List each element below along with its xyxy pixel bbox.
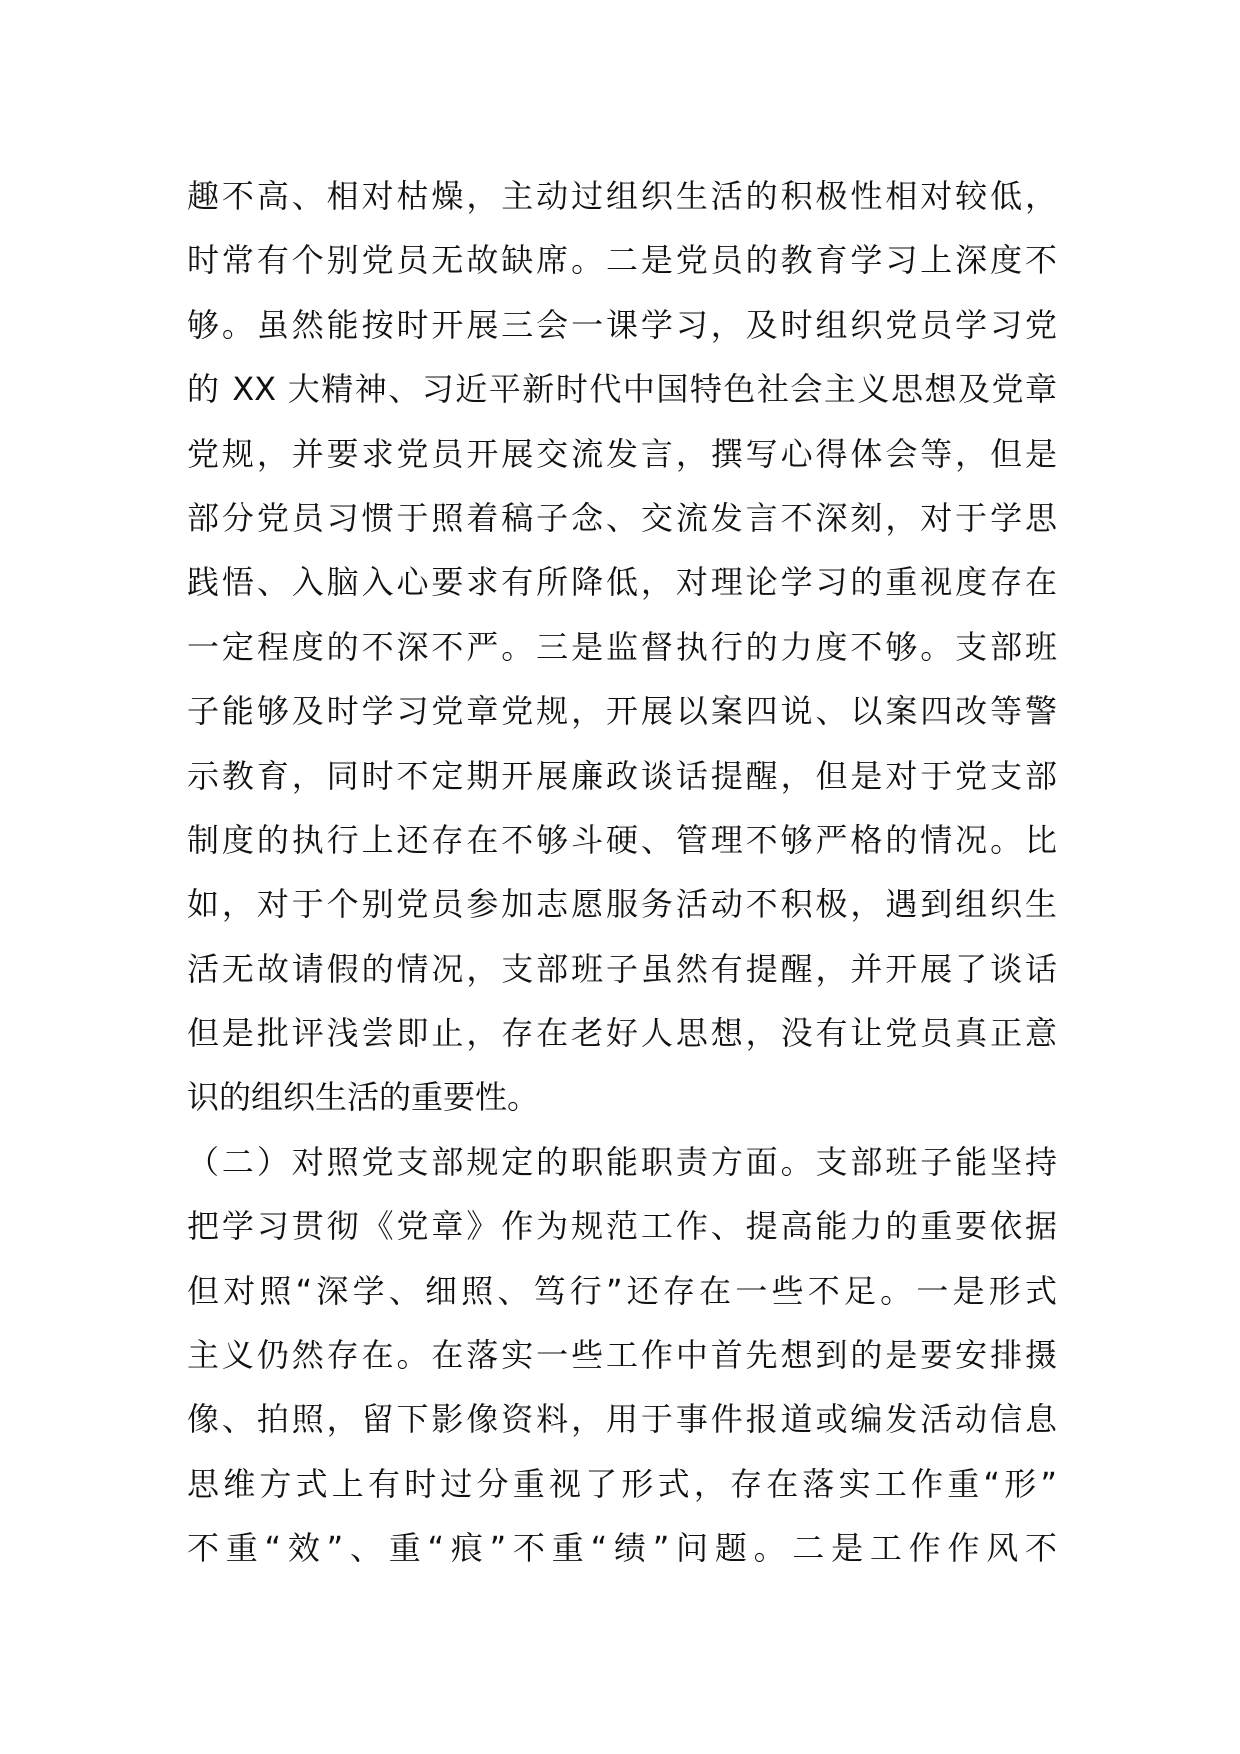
text-line: 思维方式上有时过分重视了形式，存在落实工作重“形” bbox=[187, 1464, 1057, 1503]
body-text bbox=[187, 164, 1057, 1581]
text-line: 把学习贯彻《党章》作为规范工作、提高能力的重要依据 bbox=[187, 1207, 1057, 1246]
text-line: 践悟、入脑入心要求有所降低，对理论学习的重视度存在 bbox=[187, 563, 1057, 602]
text-line: 像、拍照，留下影像资料，用于事件报道或编发活动信息 bbox=[187, 1400, 1057, 1439]
text-line: 一定程度的不深不严。三是监督执行的力度不够。支部班 bbox=[187, 627, 1057, 666]
text-line: 制度的执行上还存在不够斗硬、管理不够严格的情况。比 bbox=[187, 820, 1057, 859]
text-line: 如，对于个别党员参加志愿服务活动不积极，遇到组织生 bbox=[187, 885, 1057, 924]
text-line: 识的组织生活的重要性。 bbox=[187, 1078, 540, 1117]
text-line: 示教育，同时不定期开展廉政谈话提醒，但是对于党支部 bbox=[187, 756, 1057, 795]
text-line: 的 XX 大精神、习近平新时代中国特色社会主义思想及党章 bbox=[187, 370, 1057, 409]
text-line: 子能够及时学习党章党规，开展以案四说、以案四改等警 bbox=[187, 692, 1057, 731]
text-line: 主义仍然存在。在落实一些工作中首先想到的是要安排摄 bbox=[187, 1336, 1057, 1375]
text-line: 但是批评浅尝即止，存在老好人思想，没有让党员真正意 bbox=[187, 1014, 1057, 1053]
section-heading-line: （二）对照党支部规定的职能职责方面。支部班子能坚持 bbox=[187, 1142, 1057, 1181]
text-line: 部分党员习惯于照着稿子念、交流发言不深刻，对于学思 bbox=[187, 498, 1057, 537]
text-line: 时常有个别党员无故缺席。二是党员的教育学习上深度不 bbox=[187, 241, 1057, 280]
text-line: 党规，并要求党员开展交流发言，撰写心得体会等，但是 bbox=[187, 434, 1057, 473]
text-line: 不重“效”、重“痕”不重“绩”问题。二是工作作风不 bbox=[187, 1529, 1057, 1568]
text-line: 够。虽然能按时开展三会一课学习，及时组织党员学习党 bbox=[187, 305, 1057, 344]
text-line: 但对照“深学、细照、笃行”还存在一些不足。一是形式 bbox=[187, 1271, 1057, 1310]
text-line: 活无故请假的情况，支部班子虽然有提醒，并开展了谈话 bbox=[187, 949, 1057, 988]
text-line: 趣不高、相对枯燥，主动过组织生活的积极性相对较低， bbox=[187, 177, 1057, 215]
